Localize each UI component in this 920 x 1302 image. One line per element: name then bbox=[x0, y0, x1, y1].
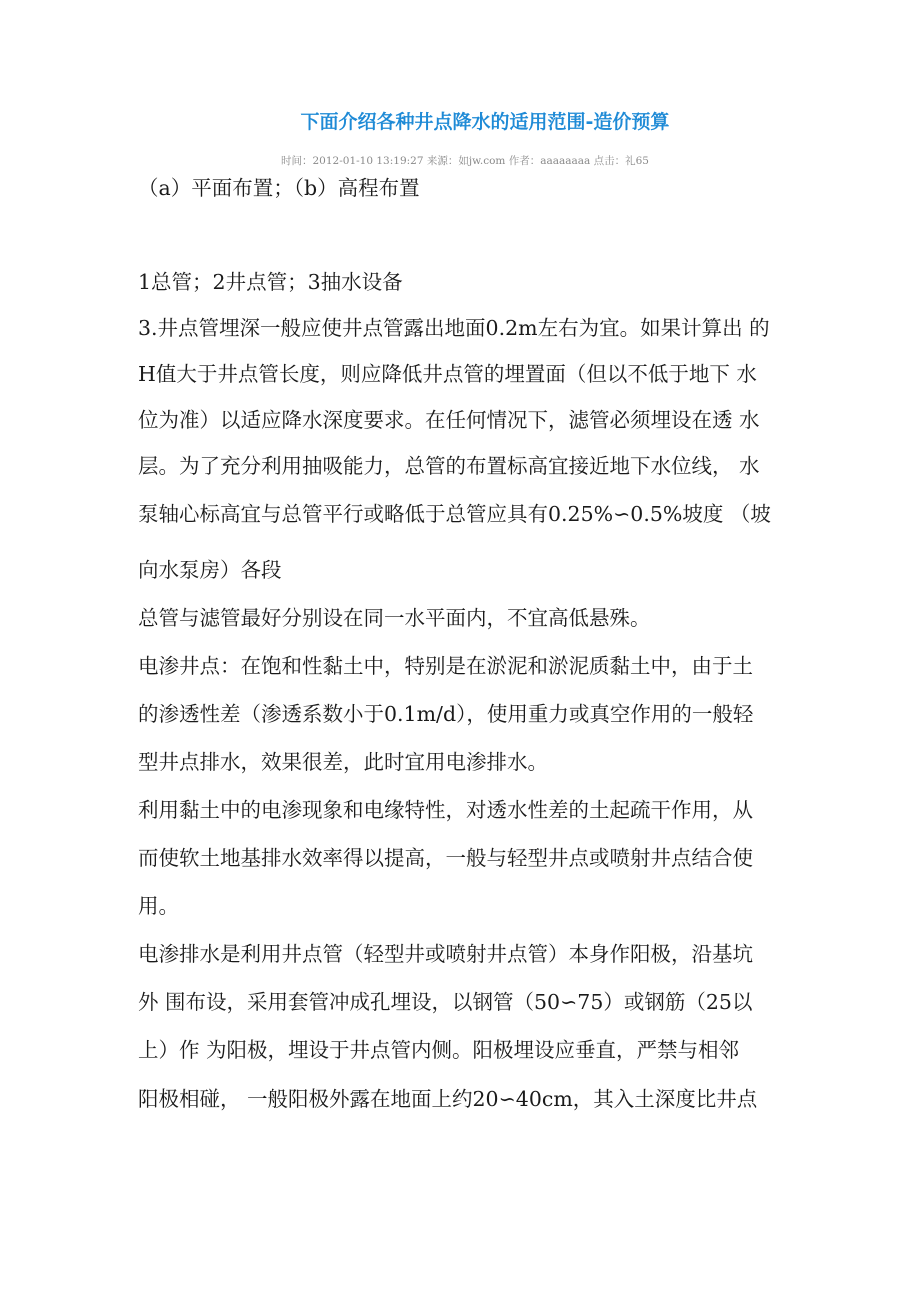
body-line: H值大于井点管长度，则应降低井点管的埋置面（但以不低于地下 水 bbox=[138, 362, 757, 386]
figure-legend: 1总管；2井点管；3抽水设备 bbox=[138, 270, 403, 294]
body-line: 的渗透性差（渗透系数小于0.1m/d），使用重力或真空作用的一般轻 bbox=[138, 702, 754, 726]
body-line: 泵轴心标高宜与总管平行或略低于总管应具有0.25%∽0.5%坡度 （坡 bbox=[138, 502, 771, 526]
body-line: 总管与滤管最好分别设在同一水平面内，不宜高低悬殊。 bbox=[138, 606, 651, 630]
body-line: 位为准）以适应降水深度要求。在任何情况下，滤管必须埋设在透 水 bbox=[138, 408, 760, 432]
article-title: 下面介绍各种井点降水的适用范围-造价预算 bbox=[300, 111, 670, 133]
body-line: 型井点排水，效果很差，此时宜用电渗排水。 bbox=[138, 750, 548, 774]
body-line: 上）作 为阳极，埋设于井点管内侧。阳极埋设应垂直，严禁与相邻 bbox=[138, 1038, 740, 1062]
body-line: 电渗井点：在饱和性黏土中，特别是在淤泥和淤泥质黏土中，由于土 bbox=[138, 654, 753, 678]
body-line: 用。 bbox=[138, 894, 179, 918]
body-line: 而使软土地基排水效率得以提高，一般与轻型井点或喷射井点结合使 bbox=[138, 846, 753, 870]
body-line: 向水泵房）各段 bbox=[138, 558, 282, 582]
body-line: 层。为了充分利用抽吸能力，总管的布置标高宜接近地下水位线， 水 bbox=[138, 454, 760, 478]
body-line: 外 围布设，采用套管冲成孔埋设，以钢管（50∽75）或钢筋（25以 bbox=[138, 990, 753, 1014]
article-meta: 时间：2012-01-10 13:19:27 来源：如jw.com 作者：aaaaaaaa 点击：礼65 bbox=[281, 155, 649, 167]
body-line: 阳极相碰， 一般阳极外露在地面上约20∽40cm，其入土深度比井点 bbox=[138, 1087, 758, 1111]
body-line: 电渗排水是利用井点管（轻型井或喷射井点管）本身作阳极，沿基坑 bbox=[138, 942, 753, 966]
body-line: 利用黏土中的电渗现象和电缘特性，对透水性差的土起疏干作用，从 bbox=[138, 798, 753, 822]
figure-caption: （a）平面布置；（b）高程布置 bbox=[138, 176, 420, 200]
body-line: 3.井点管埋深一般应使井点管露出地面0.2m左右为宜。如果计算出 的 bbox=[138, 316, 770, 340]
